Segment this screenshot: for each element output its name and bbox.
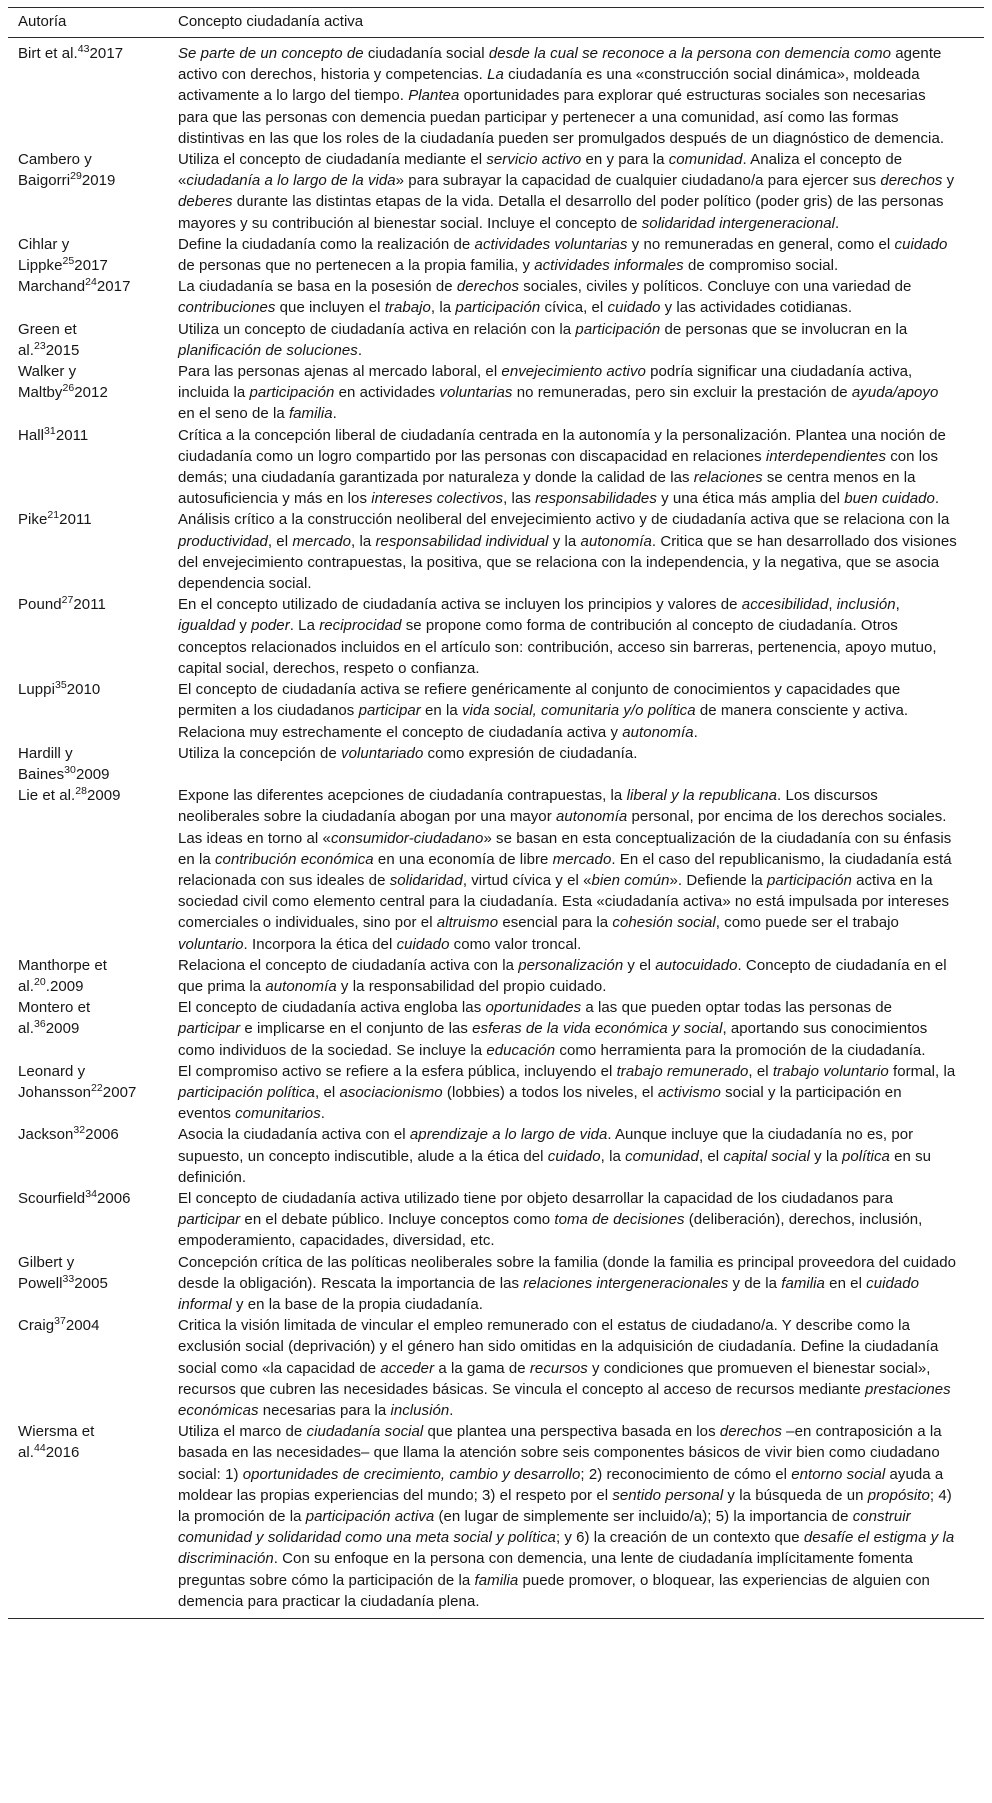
author-cell: Hardill y Baines$^{30}$2009 <box>18 744 110 783</box>
concept-cell: Critica la visión limitada de vincular el empleo remunerado con el estatus de ciudadano/a. Y describe como la exclusión social (deprivación) y el género han sido omitidas en la adquisición de ciudadanía. Define la ciudadanía social como «la capacidad de acceder a la gama de recursos y condiciones que promueven el bienestar social», recursos que cubren las necesidades básicas. Se vincula el concepto al acceso de recursos mediante prestaciones económicas necesarias para la inclusión. <box>178 1317 951 1419</box>
author-cell: Scourfield$^{34}$2006 <box>18 1187 131 1207</box>
table-row <box>8 1061 984 1125</box>
concept-cell: Utiliza el marco de ciudadanía social que plantea una perspectiva basada en los derechos –en contraposición a la basada en las necesidades– que llama la atención sobre seis componentes básicos de vivir bien como ciudadano social: 1) oportunidades de crecimiento, cambio y desarrollo; 2) reconocimiento de cómo el entorno social ayuda a moldear las propias experiencias del mundo; 3) el respeto por el sentido personal y la búsqueda de un propósito; 4) la promoción de la participación activa (en lugar de simplemente ser incluido/a); 5) la importancia de construir comunidad y solidaridad como una meta social y política; y 6) la creación de un contexto que desafíe el estigma y la discriminación. Con su enfoque en la persona con demencia, una lente de ciudadanía implícitamente fomenta preguntas sobre cómo la participación de la familia puede promover, o bloquear, las experiencias de alguien con demencia para practicar la ciudadanía plena. <box>178 1423 955 1610</box>
concept-cell: Relaciona el concepto de ciudadanía activa con la personalización y el autocuidado. Concepto de ciudadanía en el que prima la autonomía y la responsabilidad del propio cuidado. <box>178 956 947 995</box>
table-row <box>8 679 984 743</box>
author-cell: Pike$^{21}$2011 <box>18 509 92 529</box>
concept-cell: Para las personas ajenas al mercado laboral, el envejecimiento activo podría significar una ciudadanía activa, incluida la participación en actividades voluntarias no remuneradas, pero sin excluir la prestación de ayuda/apoyo en el seno de la familia. <box>178 363 939 423</box>
table-row <box>8 1188 984 1252</box>
table-row <box>8 234 984 276</box>
table-body <box>8 38 984 1619</box>
concept-cell: Define la ciudadanía como la realización de actividades voluntarias y no remuneradas en general, como el cuidado de personas que no pertenecen a la propia familia, y actividades informales de compromiso social. <box>178 235 948 275</box>
concept-cell: Se parte de un concepto de ciudadanía social desde la cual se reconoce a la persona con demencia como agente activo con derechos, historia y competencias. La ciudadanía es una «construcción social dinámica», moldeada activamente a lo largo del tiempo. Plantea oportunidades para explorar qué estructuras sociales son necesarias para que las personas con demencia puedan participar y pertenecer a una comunidad, así como las formas distintivas en las que los roles de la ciudadanía pueden ser promulgados después de un diagnóstico de demencia. <box>178 45 945 147</box>
concept-cell: Utiliza el concepto de ciudadanía mediante el servicio activo en y para la comunidad. Analiza el concepto de «ciudadanía a lo largo de la vida» para subrayar la capacidad de cualquier ciudadano/a para ejercer sus derechos y deberes durante las distintas etapas de la vida. Detalla el desarrollo del poder político (poder gris) de las personas mayores y su contribución al bienestar social. Incluye el concepto de solidaridad intergeneracional. <box>178 151 955 232</box>
table-row <box>8 743 984 785</box>
author-cell: Luppi$^{35}$2010 <box>18 679 101 699</box>
column-header-autoria: Autoría <box>8 8 178 38</box>
table-row <box>8 509 984 594</box>
author-cell: Lie et al.$^{28}$2009 <box>18 785 121 805</box>
author-cell: Marchand$^{24}$2017 <box>18 276 131 296</box>
concept-cell: Análisis crítico a la construcción neoliberal del envejecimiento activo y de ciudadanía activa que se relaciona con la productividad, el mercado, la responsabilidad individual y la autonomía. Critica que se han desarrollado dos visiones del envejecimiento contrapuestas, la positiva, que se relaciona con la independencia, y la negativa, que se asocia dependencia social. <box>178 511 957 593</box>
author-cell: Wiersma et al.$^{44}$2016 <box>18 1423 95 1462</box>
concept-cell: Utiliza la concepción de voluntariado como expresión de ciudadanía. <box>178 744 638 762</box>
table-row <box>8 1315 984 1421</box>
concept-cell: La ciudadanía se basa en la posesión de derechos sociales, civiles y políticos. Concluye con una variedad de contribuciones que incluyen el trabajo, la participación cívica, el cuidado y las actividades cotidianas. <box>178 278 912 317</box>
concept-cell: Utiliza un concepto de ciudadanía activa en relación con la participación de personas que se involucran en la planificación de soluciones. <box>178 320 908 359</box>
table-row <box>8 38 984 150</box>
table-row <box>8 955 984 997</box>
author-cell: Gilbert y Powell$^{33}$2005 <box>18 1253 108 1292</box>
author-cell: Cambero y Baigorri$^{29}$2019 <box>18 151 116 190</box>
table-row <box>8 785 984 955</box>
author-cell: Pound$^{27}$2011 <box>18 594 106 614</box>
citizenship-concepts-table <box>8 7 984 1619</box>
concept-cell: Asocia la ciudadanía activa con el aprendizaje a lo largo de vida. Aunque incluye que la ciudadanía no es, por supuesto, un concepto indiscutible, alude a la ética del cuidado, la comunidad, el capital social y la política en su definición. <box>178 1126 932 1186</box>
concept-cell: Crítica a la concepción liberal de ciudadanía centrada en la autonomía y la personalización. Plantea una noción de ciudadanía como un logro compartido por las personas con discapacidad en relaciones interdependientes con los demás; una ciudadanía garantizada por naturaleza y donde la calidad de las relaciones se centra menos en la autosuficiencia y más en los intereses colectivos, las responsabilidades y una ética más amplia del buen cuidado. <box>178 426 946 508</box>
table-row <box>8 149 984 234</box>
table-row <box>8 1124 984 1188</box>
author-cell: Jackson$^{32}$2006 <box>18 1124 119 1144</box>
concept-cell: Concepción crítica de las políticas neoliberales sobre la familia (donde la familia es principal proveedora del cuidado desde la obligación). Rescata la importancia de las relaciones intergeneracionales y de la familia en el cuidado informal y en la base de la propia ciudadanía. <box>178 1253 957 1313</box>
table-row <box>8 1252 984 1316</box>
table-row <box>8 997 984 1061</box>
column-header-concepto: Concepto ciudadanía activa <box>178 8 984 38</box>
concept-cell: El compromiso activo se refiere a la esfera pública, incluyendo el trabajo remunerado, el trabajo voluntario formal, la participación política, el asociacionismo (lobbies) a todos los niveles, el activismo social y la participación en eventos comunitarios. <box>178 1062 956 1123</box>
table-row <box>8 276 984 318</box>
author-cell: Walker y Maltby$^{26}$2012 <box>18 363 108 402</box>
author-cell: Cihlar y Lippke$^{25}$2017 <box>18 235 108 275</box>
table-row <box>8 1421 984 1618</box>
concept-cell: Expone las diferentes acepciones de ciudadanía contrapuestas, la liberal y la republicana. Los discursos neoliberales sobre la ciudadanía abogan por una mayor autonomía personal, por encima de los derechos sociales. Las ideas en torno al «consumidor-ciudadano» se basan en esta conceptualización de la ciudadanía con su énfasis en la contribución económica en una economía de libre mercado. En el caso del republicanismo, la ciudadanía está relacionada con sus ideales de solidaridad, virtud cívica y el «bien común». Defiende la participación activa en la sociedad civil como elemento central para la ciudadanía. Esta «ciudadanía activa» no está impulsada por intereses comerciales o individuales, sino por el altruismo esencial para la cohesión social, como puede ser el trabajo voluntario. Incorpora la ética del cuidado como valor troncal. <box>178 787 952 953</box>
author-cell: Montero et al.$^{36}$2009 <box>18 999 91 1038</box>
concept-cell: En el concepto utilizado de ciudadanía activa se incluyen los principios y valores de accesibilidad, inclusión, igualdad y poder. La reciprocidad se propone como forma de contribución al concepto de ciudadanía. Otros conceptos relacionados incluidos en el artículo son: contribución, acceso sin barreras, pertenencia, apoyo mutuo, capital social, derechos, respeto o confianza. <box>178 596 937 677</box>
table-header <box>8 8 984 38</box>
concept-cell: El concepto de ciudadanía activa utilizado tiene por objeto desarrollar la capacidad de los ciudadanos para participar en el debate público. Incluye conceptos como toma de decisiones (deliberación), derechos, inclusión, empoderamiento, capacidades, diversidad, etc. <box>178 1189 923 1250</box>
table-row <box>8 594 984 679</box>
author-cell: Manthorpe et al.$^{20}$.2009 <box>18 956 107 995</box>
table-row <box>8 361 984 425</box>
author-cell: Leonard y Johansson$^{22}$2007 <box>18 1062 137 1101</box>
author-cell: Birt et al.$^{43}$2017 <box>18 43 124 62</box>
concept-cell: El concepto de ciudadanía activa se refiere genéricamente al conjunto de conocimientos y capacidades que permiten a los ciudadanos participar en la vida social, comunitaria y/o política de manera consciente y activa. Relaciona muy estrechamente el concepto de ciudadanía activa y autonomía. <box>178 681 909 741</box>
author-cell: Green et al.$^{23}$2015 <box>18 320 80 359</box>
author-cell: Craig$^{37}$2004 <box>18 1315 100 1335</box>
table-header-row <box>8 8 984 38</box>
author-cell: Hall$^{31}$2011 <box>18 424 89 444</box>
table-row <box>8 425 984 510</box>
table-row <box>8 319 984 361</box>
concept-cell: El concepto de ciudadanía activa engloba las oportunidades a las que pueden optar todas las personas de participar e implicarse en el conjunto de las esferas de la vida económica y social, aportando sus conocimientos como individuos de la sociedad. Se incluye la educación como herramienta para la promoción de la ciudadanía. <box>178 999 928 1059</box>
